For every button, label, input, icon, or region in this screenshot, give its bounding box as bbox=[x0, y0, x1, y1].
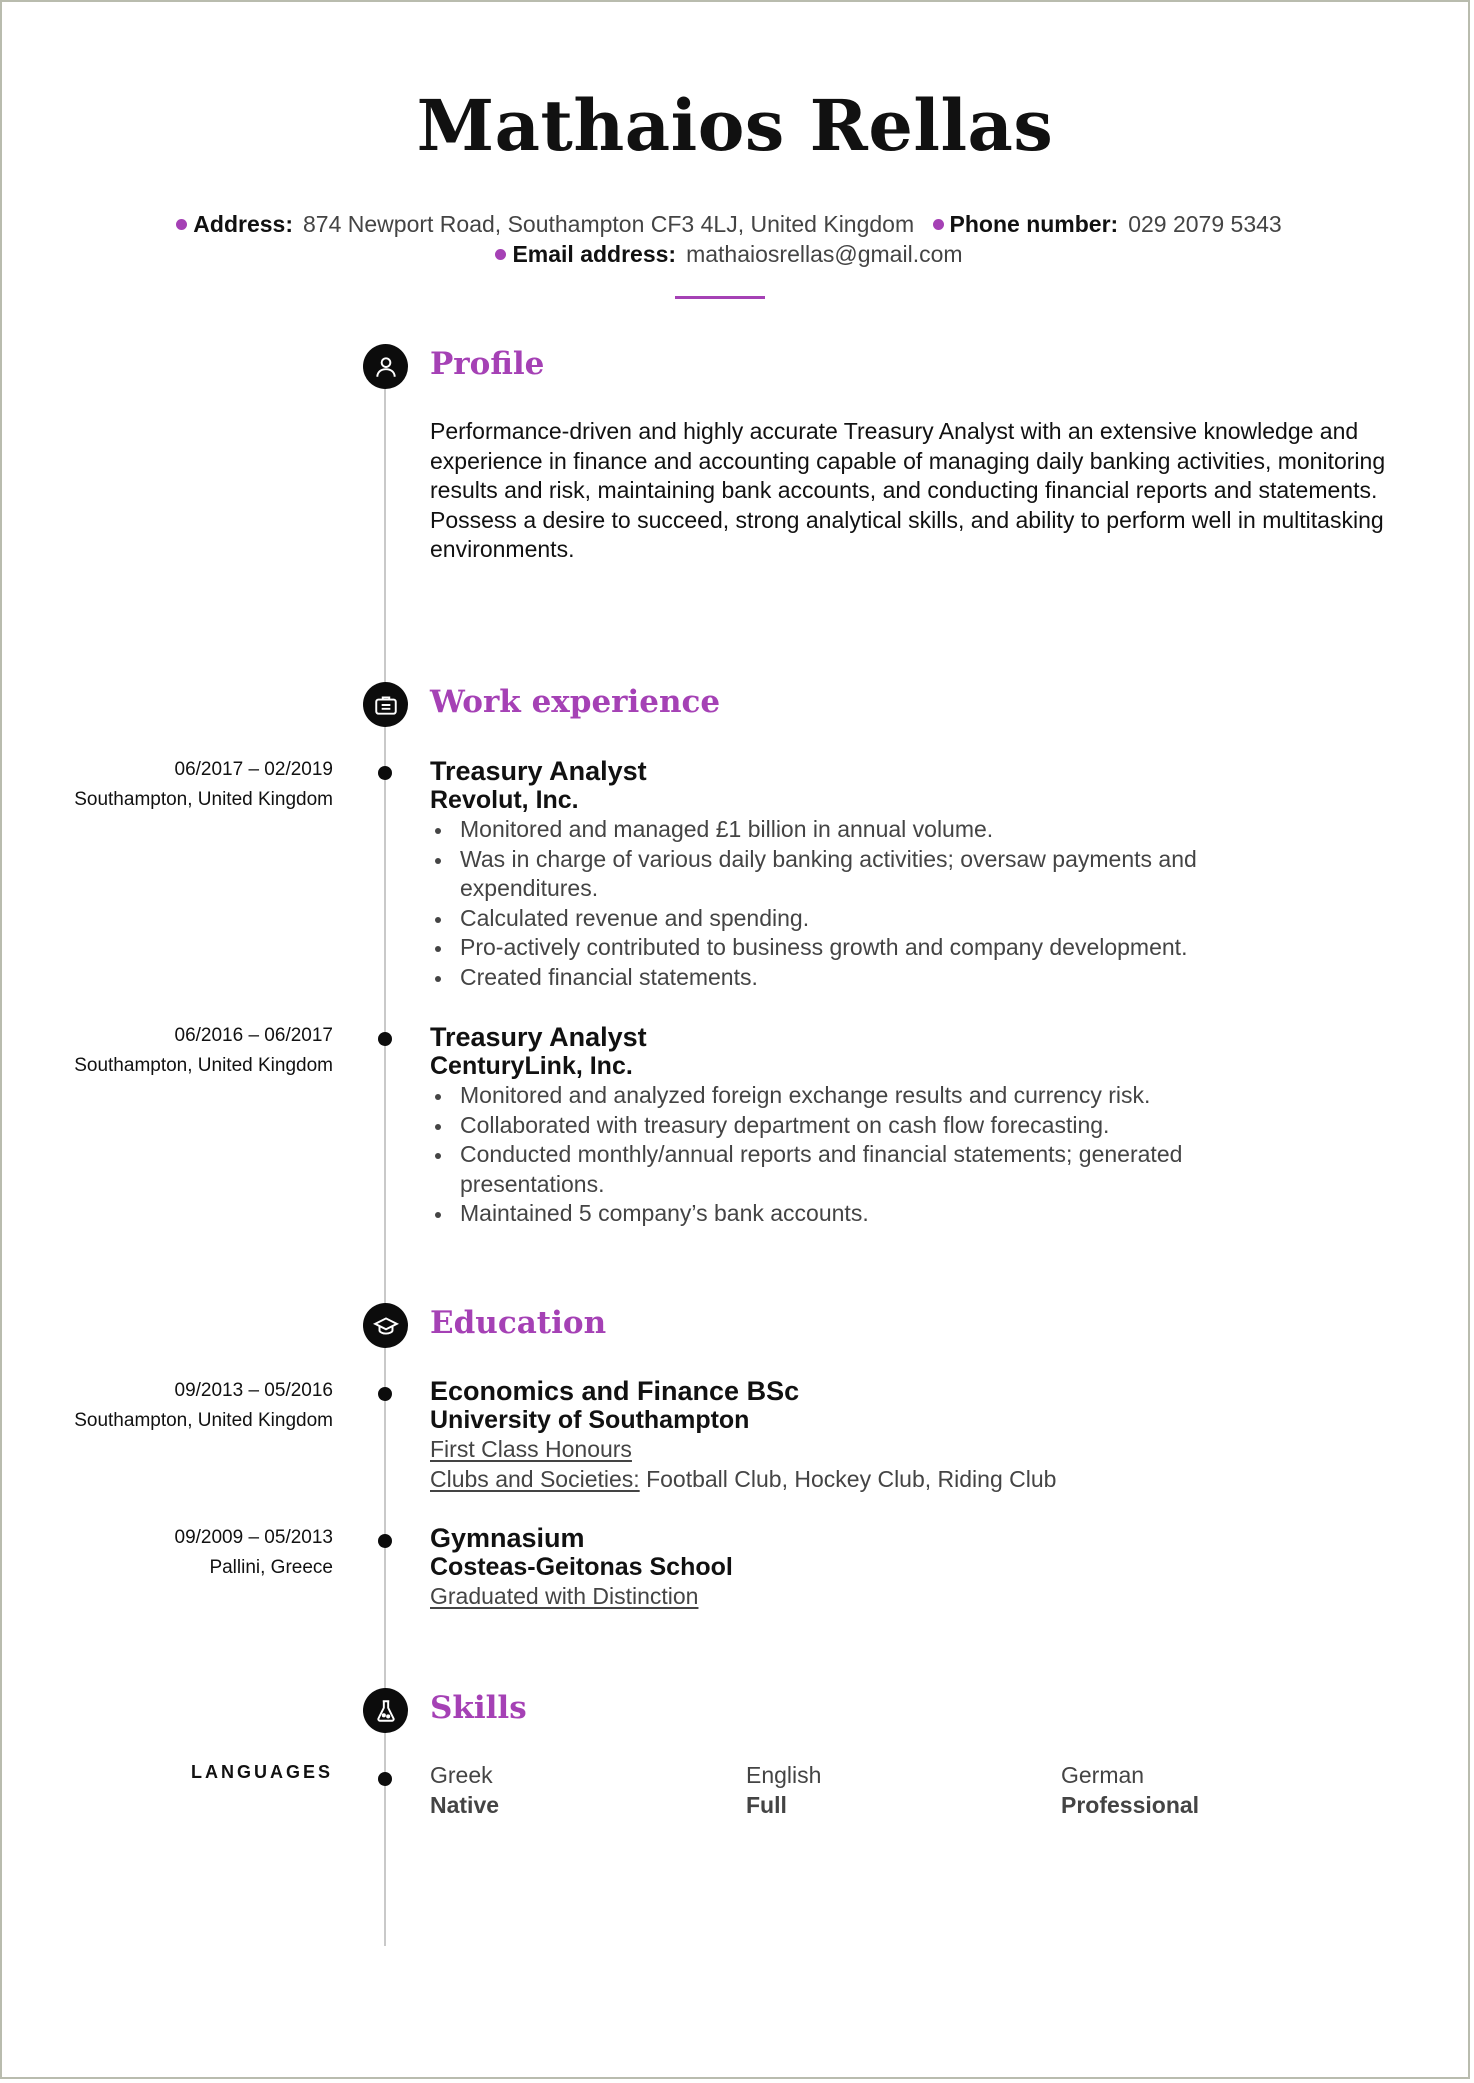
list-item: Monitored and managed £1 billion in annual volume. bbox=[460, 815, 1330, 845]
timeline-dot bbox=[378, 766, 392, 780]
job-dates: 06/2017 – 02/2019 bbox=[174, 759, 333, 780]
edu-location: Southampton, United Kingdom bbox=[74, 1410, 333, 1431]
edu-1-meta bbox=[13, 1376, 333, 1436]
edu-dates: 09/2013 – 05/2016 bbox=[174, 1380, 333, 1401]
edu-school: Costeas-Geitonas School bbox=[430, 1553, 733, 1581]
edu-clubs bbox=[430, 1465, 1330, 1495]
email-label: Email address: bbox=[512, 241, 677, 267]
job-title: Treasury Analyst bbox=[430, 756, 647, 786]
language-name: Greek bbox=[430, 1762, 493, 1788]
edu-honours: Graduated with Distinction bbox=[430, 1583, 699, 1609]
phone-label: Phone number: bbox=[949, 211, 1119, 237]
bullet-icon bbox=[495, 249, 506, 260]
edu-dates: 09/2009 – 05/2013 bbox=[174, 1527, 333, 1548]
language-name: English bbox=[746, 1762, 822, 1788]
job-title: Treasury Analyst bbox=[430, 1022, 647, 1052]
clubs-label: Clubs and Societies: bbox=[430, 1465, 640, 1492]
timeline-dot bbox=[378, 1534, 392, 1548]
job-bullets bbox=[430, 815, 1330, 992]
list-item: Conducted monthly/annual reports and financial statements; generated presentations. bbox=[460, 1140, 1330, 1199]
contact-line-1 bbox=[2, 211, 1468, 238]
timeline-dot bbox=[378, 1032, 392, 1046]
list-item: Was in charge of various daily banking activities; oversaw payments and expenditures. bbox=[460, 845, 1330, 904]
edu-honours: First Class Honours bbox=[430, 1436, 632, 1462]
language-item bbox=[746, 1760, 1046, 1820]
job-dates: 06/2016 – 06/2017 bbox=[174, 1025, 333, 1046]
job-company: Revolut, Inc. bbox=[430, 786, 579, 814]
section-title-profile: Profile bbox=[430, 346, 545, 382]
job-1 bbox=[430, 757, 1330, 992]
list-item: Created financial statements. bbox=[460, 963, 1330, 993]
email-value[interactable]: mathaiosrellas@gmail.com bbox=[686, 241, 963, 267]
section-title-skills: Skills bbox=[430, 1690, 527, 1726]
address-label: Address: bbox=[193, 211, 293, 237]
edu-school: University of Southampton bbox=[430, 1406, 750, 1434]
bullet-icon bbox=[176, 219, 187, 230]
timeline-dot bbox=[378, 1387, 392, 1401]
edu-2-meta bbox=[13, 1523, 333, 1583]
language-item bbox=[430, 1760, 730, 1820]
list-item: Calculated revenue and spending. bbox=[460, 904, 1330, 934]
job-1-meta bbox=[13, 755, 333, 815]
bullet-icon bbox=[933, 219, 944, 230]
phone-value: 029 2079 5343 bbox=[1128, 211, 1282, 237]
contact-line-2 bbox=[2, 241, 1468, 268]
language-item bbox=[1061, 1760, 1361, 1820]
clubs-value: Football Club, Hockey Club, Riding Club bbox=[639, 1465, 1057, 1492]
edu-degree: Economics and Finance BSc bbox=[430, 1376, 800, 1406]
header-divider bbox=[675, 296, 765, 299]
list-item: Pro-actively contributed to business growth and company development. bbox=[460, 933, 1330, 963]
language-name: German bbox=[1061, 1762, 1145, 1788]
job-location: Southampton, United Kingdom bbox=[74, 1055, 333, 1076]
person-icon bbox=[363, 344, 408, 389]
job-bullets bbox=[430, 1081, 1330, 1229]
language-level: Full bbox=[746, 1792, 787, 1818]
timeline-dot bbox=[378, 1772, 392, 1786]
candidate-name: Mathaios Rellas bbox=[416, 84, 1054, 167]
briefcase-icon bbox=[363, 682, 408, 727]
section-title-work: Work experience bbox=[430, 684, 721, 720]
address-value: 874 Newport Road, Southampton CF3 4LJ, United Kingdom bbox=[303, 211, 915, 237]
job-2 bbox=[430, 1023, 1330, 1229]
language-level: Professional bbox=[1061, 1792, 1200, 1818]
profile-summary bbox=[430, 417, 1390, 565]
profile-paragraph-1: Performance-driven and highly accurate Treasury Analyst with an extensive knowledge and experience in finance and accounting capable of managing daily banking activities, monitoring results and risk, maintaining bank accounts, and conducting financial reports and statements. bbox=[430, 418, 1386, 503]
profile-paragraph-2: Possess a desire to succeed, strong analytical skills, and ability to perform well in multitasking environments. bbox=[430, 506, 1384, 562]
job-location: Southampton, United Kingdom bbox=[74, 789, 333, 810]
edu-degree: Gymnasium bbox=[430, 1523, 585, 1553]
edu-2 bbox=[430, 1524, 1330, 1612]
edu-location: Pallini, Greece bbox=[209, 1557, 333, 1578]
languages-label: LANGUAGES bbox=[190, 1762, 333, 1782]
language-level: Native bbox=[430, 1792, 500, 1818]
list-item: Collaborated with treasury department on cash flow forecasting. bbox=[460, 1111, 1330, 1141]
list-item: Maintained 5 company’s bank accounts. bbox=[460, 1199, 1330, 1229]
section-title-education: Education bbox=[430, 1305, 607, 1341]
edu-1 bbox=[430, 1377, 1330, 1494]
list-item: Monitored and analyzed foreign exchange results and currency risk. bbox=[460, 1081, 1330, 1111]
job-company: CenturyLink, Inc. bbox=[430, 1052, 633, 1080]
job-2-meta bbox=[13, 1021, 333, 1081]
flask-icon bbox=[363, 1688, 408, 1733]
graduation-cap-icon bbox=[363, 1303, 408, 1348]
